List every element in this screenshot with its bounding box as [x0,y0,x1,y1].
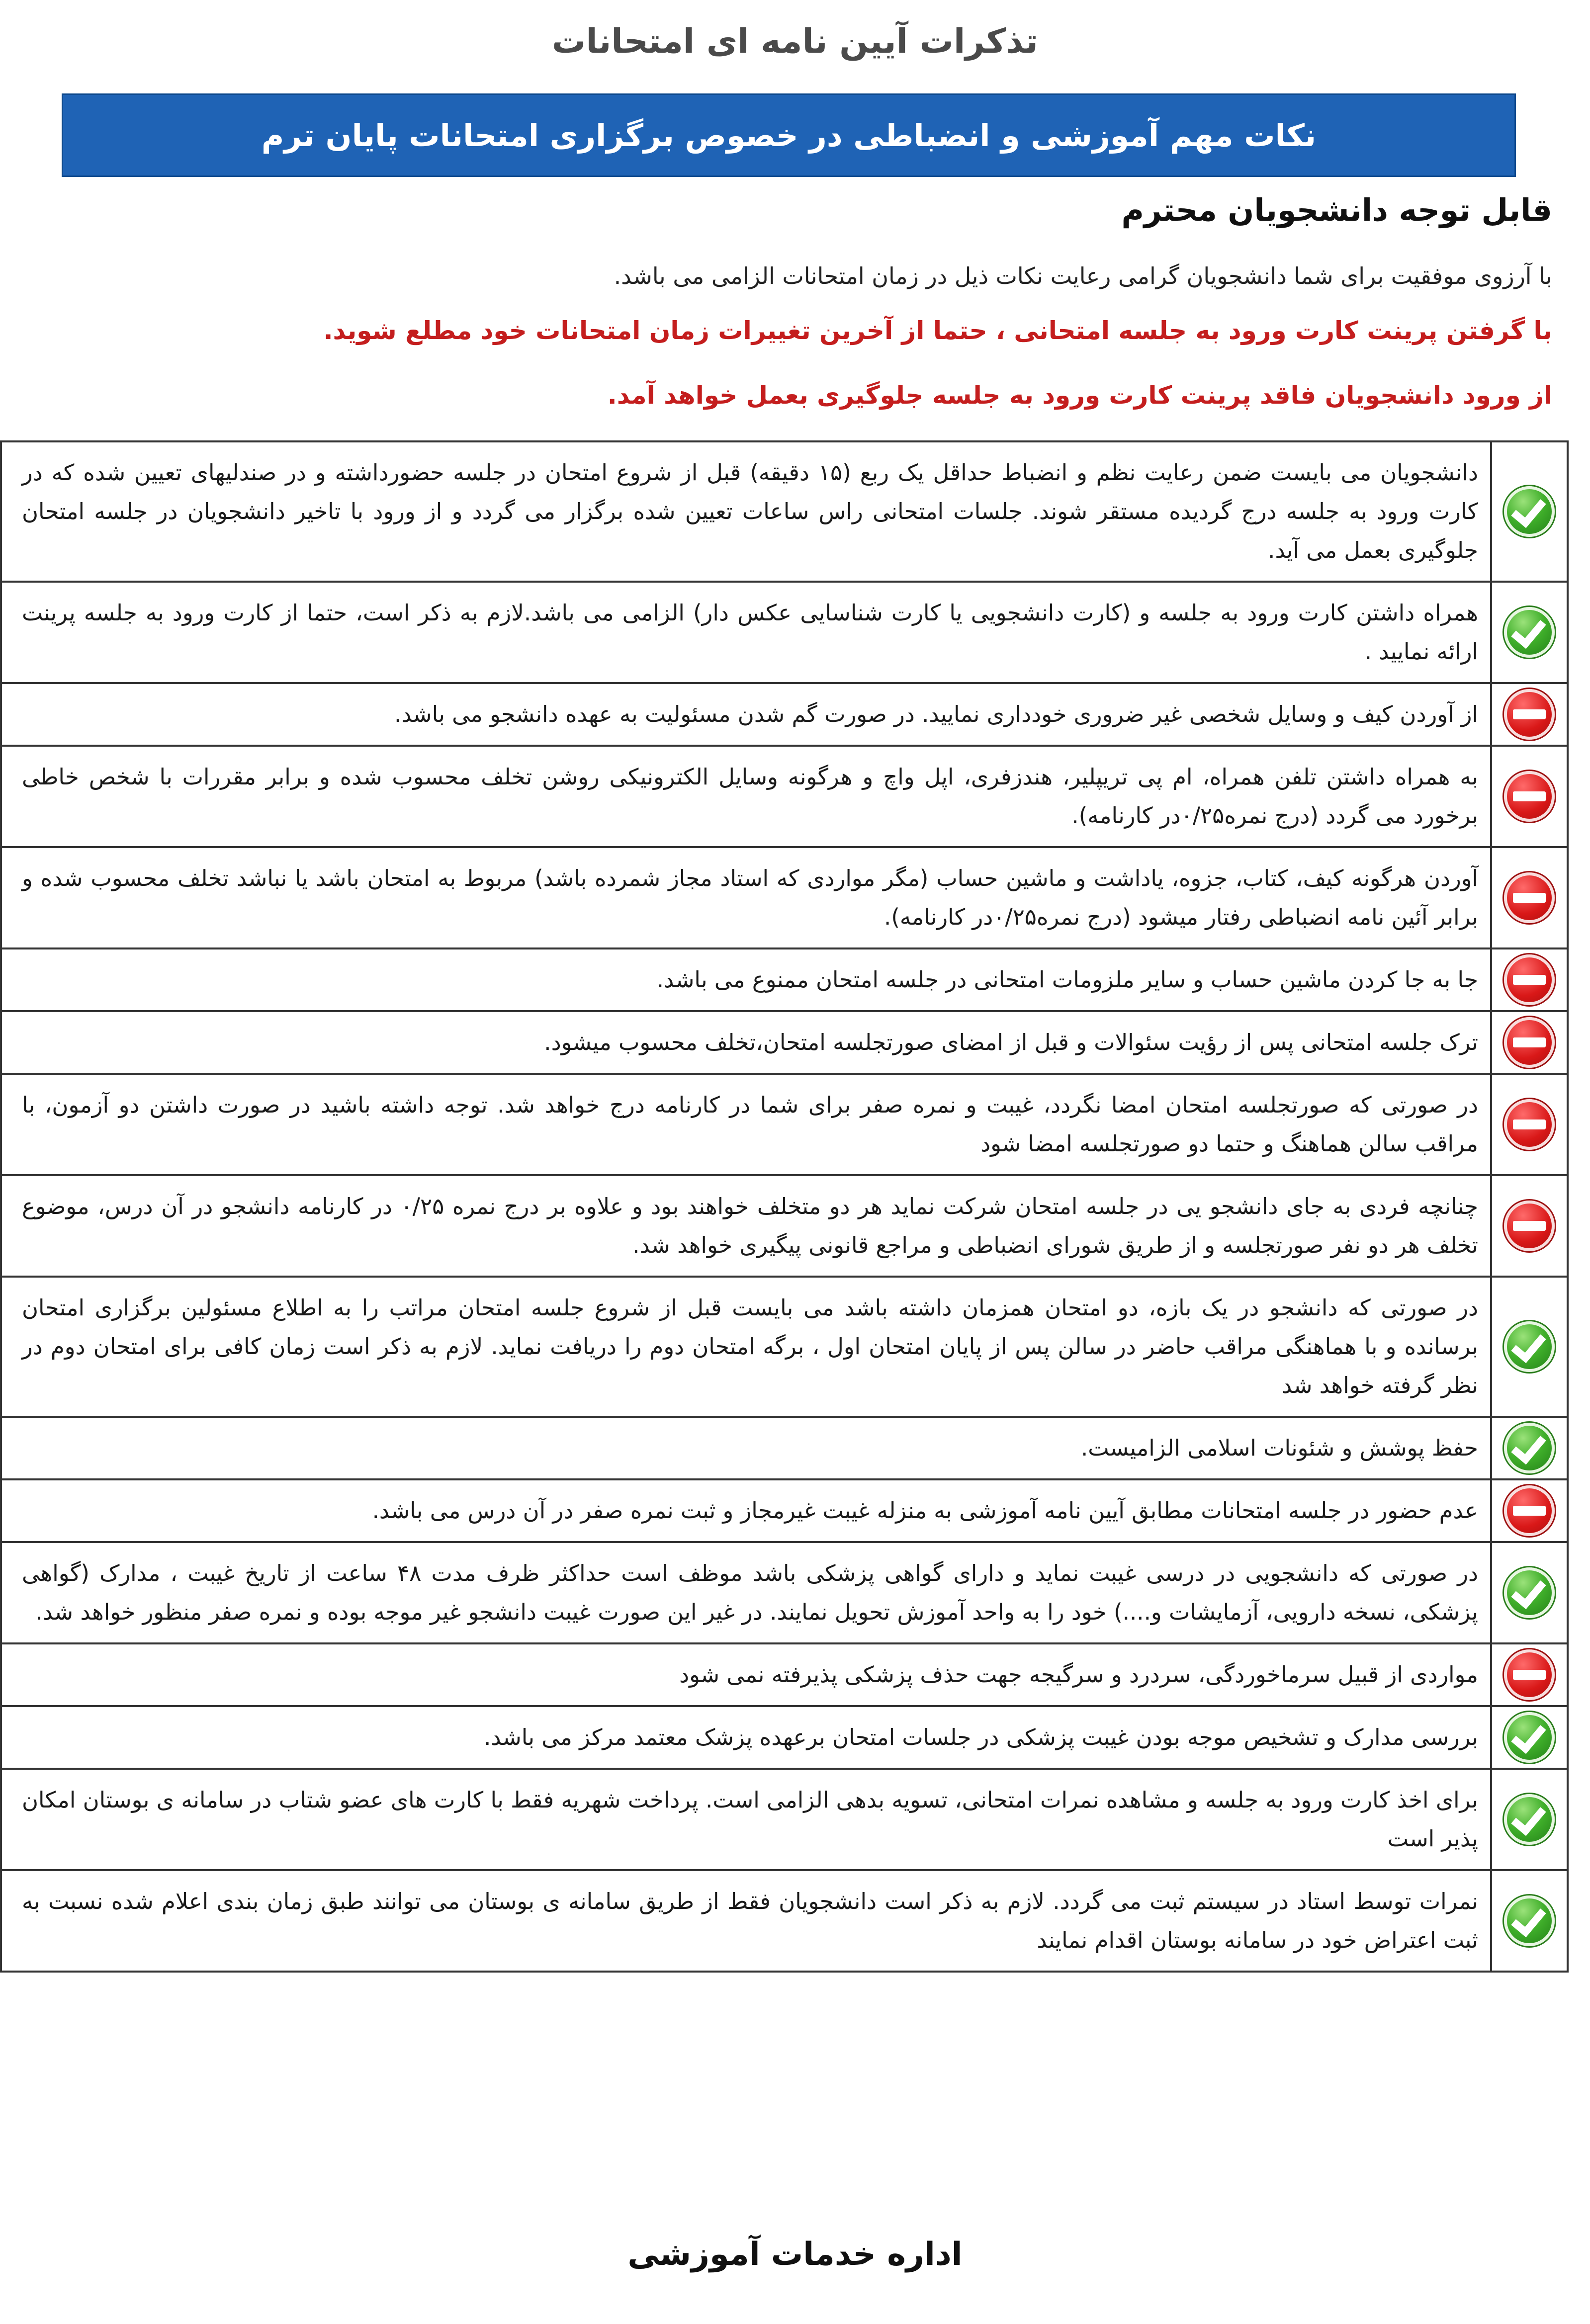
rule-icon-cell [1491,1706,1568,1769]
rule-row [1,1769,1568,1870]
rule-text: در صورتی که دانشجویی در درسی غیبت نماید و دارای گواهی پزشکی باشد موظف است حداکثر ظرف مدت ۴۸ ساعت از تاریخ غیبت ، مدارک (گواهی پزشکی، نسخه دارویی، آزمایشات و....) خود را به واحد آموزش تحویل نمایند. در غیر این صورت غیبت دانشجو غیر موجه بوده و نمره صفر منظور خواهد شد. [1,1542,1491,1643]
rules-table [0,440,1569,1973]
rule-icon-cell [1491,1277,1568,1417]
rule-text: بررسی مدارک و تشخیص موجه بودن غیبت پزشکی در جلسات امتحان برعهده پزشک معتمد مرکز می باشد. [1,1706,1491,1769]
check-icon [1504,1895,1555,1946]
rule-row [1,746,1568,847]
no-entry-icon [1504,1017,1555,1068]
rule-row [1,441,1568,582]
rule-icon-cell [1491,1011,1568,1074]
rule-row [1,683,1568,746]
rule-text: نمرات توسط استاد در سیستم ثبت می گردد. لازم به ذکر است دانشجویان فقط از طریق سامانه ی بوستان می توانند طبق زمان بندی اعلام شده نسبت به ثبت اعتراض خود در سامانه بوستان اقدام نمایند [1,1870,1491,1972]
rule-text: عدم حضور در جلسه امتحانات مطابق آیین نامه آموزشی به منزله غیبت غیرمجاز و ثبت نمره صفر در آن درس می باشد. [1,1479,1491,1542]
page-title: تذکرات آیین نامه ای امتحانات [552,22,1038,61]
no-entry-icon [1504,954,1555,1005]
warning-text: از ورود دانشجویان فاقد پرینت کارت ورود به جلسه جلوگیری بعمل خواهد آمد. [607,381,1552,410]
rule-icon-cell [1491,1074,1568,1175]
check-icon [1504,1321,1555,1372]
check-icon [1504,1712,1555,1763]
rule-icon-cell [1491,1643,1568,1706]
rule-text: از آوردن کیف و وسایل شخصی غیر ضروری خودداری نمایید. در صورت گم شدن مسئولیت به عهده دانشجو می باشد. [1,683,1491,746]
rule-row [1,847,1568,948]
greeting-heading: قابل توجه دانشجویان محترم [1121,192,1552,228]
check-icon [1504,1567,1555,1618]
no-entry-icon [1504,1099,1555,1150]
rule-icon-cell [1491,1870,1568,1972]
no-entry-icon [1504,1485,1555,1536]
warning-text: با گرفتن پرینت کارت ورود به جلسه امتحانی ، حتما از آخرین تغییرات زمان امتحانات خود مطلع شوید. [323,316,1552,345]
rule-row [1,1706,1568,1769]
rule-row [1,1417,1568,1479]
intro-text: با آرزوی موفقیت برای شما دانشجویان گرامی رعایت نکات ذیل در زمان امتحانات الزامی می باشد. [614,262,1552,289]
rule-text: در صورتی که دانشجو در یک بازه، دو امتحان همزمان داشته باشد می بایست قبل از شروع جلسه امتحان مراتب را به اطلاع مسئولین برگزاری امتحان برسانده و با هماهنگی مراقب حاضر در سالن پس از پایان امتحان اول ، برگه امتحان دوم را دریافت نماید. لازم به ذکر است زمان کافی برای امتحان دوم در نظر گرفته خواهد شد [1,1277,1491,1417]
rule-text: حفظ پوشش و شئونات اسلامی الزامیست. [1,1417,1491,1479]
rule-text: برای اخذ کارت ورود به جلسه و مشاهده نمرات امتحانی، تسویه بدهی الزامی است. پرداخت شهریه فقط با کارت های عضو شتاب در سامانه ی بوستان امکان پذیر است [1,1769,1491,1870]
rule-icon-cell [1491,441,1568,582]
rule-icon-cell [1491,948,1568,1011]
rule-icon-cell [1491,1479,1568,1542]
rule-text: مواردی از قبیل سرماخوردگی، سردرد و سرگیجه جهت حذف پزشکی پذیرفته نمی شود [1,1643,1491,1706]
no-entry-icon [1504,1649,1555,1700]
rule-row [1,948,1568,1011]
rule-text: چنانچه فردی به جای دانشجو یی در جلسه امتحان شرکت نماید هر دو متخلف خواهند بود و علاوه بر درج نمره ۰/۲۵ در کارنامه دانشجو در آن درس، موضوع تخلف هر دو نفر صورتجلسه و از طریق شورای انضباطی و مراجع قانونی پیگیری خواهد شد. [1,1175,1491,1277]
rule-text: دانشجویان می بایست ضمن رعایت نظم و انضباط حداقل یک ربع (۱۵ دقیقه) قبل از شروع امتحان در جلسه حضورداشته و در صندلیهای تعیین شده که در کارت ورود به جلسه درج گردیده مستقر شوند. جلسات امتحانی راس ساعات تعیین شده برگزار می گردد و از ورود با تاخیر دانشجویان در جلسه امتحان جلوگیری بعمل می آید. [1,441,1491,582]
rule-icon-cell [1491,1175,1568,1277]
check-icon [1504,607,1555,658]
no-entry-icon [1504,872,1555,923]
rule-icon-cell [1491,1542,1568,1643]
rule-text: جا به جا کردن ماشین حساب و سایر ملزومات امتحانی در جلسه امتحان ممنوع می باشد. [1,948,1491,1011]
check-icon [1504,1423,1555,1473]
no-entry-icon [1504,1201,1555,1251]
rule-row [1,1870,1568,1972]
rule-row [1,1011,1568,1074]
rule-text: ترک جلسه امتحانی پس از رؤیت سئوالات و قبل از امضای صورتجلسه امتحان،تخلف محسوب میشود. [1,1011,1491,1074]
rule-row [1,1542,1568,1643]
footer-signature: اداره خدمات آموزشی [627,2236,963,2273]
rule-icon-cell [1491,683,1568,746]
rule-icon-cell [1491,1769,1568,1870]
check-icon [1504,1794,1555,1845]
no-entry-icon [1504,771,1555,822]
rule-text: آوردن هرگونه کیف، کتاب، جزوه، یاداشت و ماشین حساب (مگر مواردی که استاد مجاز شمرده باشد) مربوط به امتحان باشد یا نباشد تخلف محسوب شده و برابر آئین نامه انضباطی رفتار میشود (درج نمره۰/۲۵در کارنامه). [1,847,1491,948]
rule-icon-cell [1491,746,1568,847]
rule-row [1,582,1568,683]
rule-icon-cell [1491,1417,1568,1479]
rule-icon-cell [1491,582,1568,683]
rule-text: در صورتی که صورتجلسه امتحان امضا نگردد، غیبت و نمره صفر برای شما در کارنامه درج خواهد شد. توجه داشته باشید در صورت داشتن دو آزمون، با مراقب سالن هماهنگ و حتما دو صورتجلسه امضا شود [1,1074,1491,1175]
rule-row [1,1643,1568,1706]
title-banner: نکات مهم آموزشی و انضباطی در خصوص برگزاری امتحانات پایان ترم [62,93,1516,177]
rule-row [1,1479,1568,1542]
no-entry-icon [1504,689,1555,740]
rule-text: همراه داشتن کارت ورود به جلسه و (کارت دانشجویی یا کارت شناسایی عکس دار) الزامی می باشد.لازم به ذکر است، حتما از کارت ورود به جلسه پرینت ارائه نمایید . [1,582,1491,683]
rule-text: به همراه داشتن تلفن همراه، ام پی تریپلیر، هندزفری، اپل واچ و هرگونه وسایل الکترونیکی روشن تخلف محسوب شده و برابر مقررات با شخص خاطی برخورد می گردد (درج نمره۰/۲۵در کارنامه). [1,746,1491,847]
rule-row [1,1074,1568,1175]
check-icon [1504,486,1555,537]
rule-icon-cell [1491,847,1568,948]
rule-row [1,1175,1568,1277]
rule-row [1,1277,1568,1417]
